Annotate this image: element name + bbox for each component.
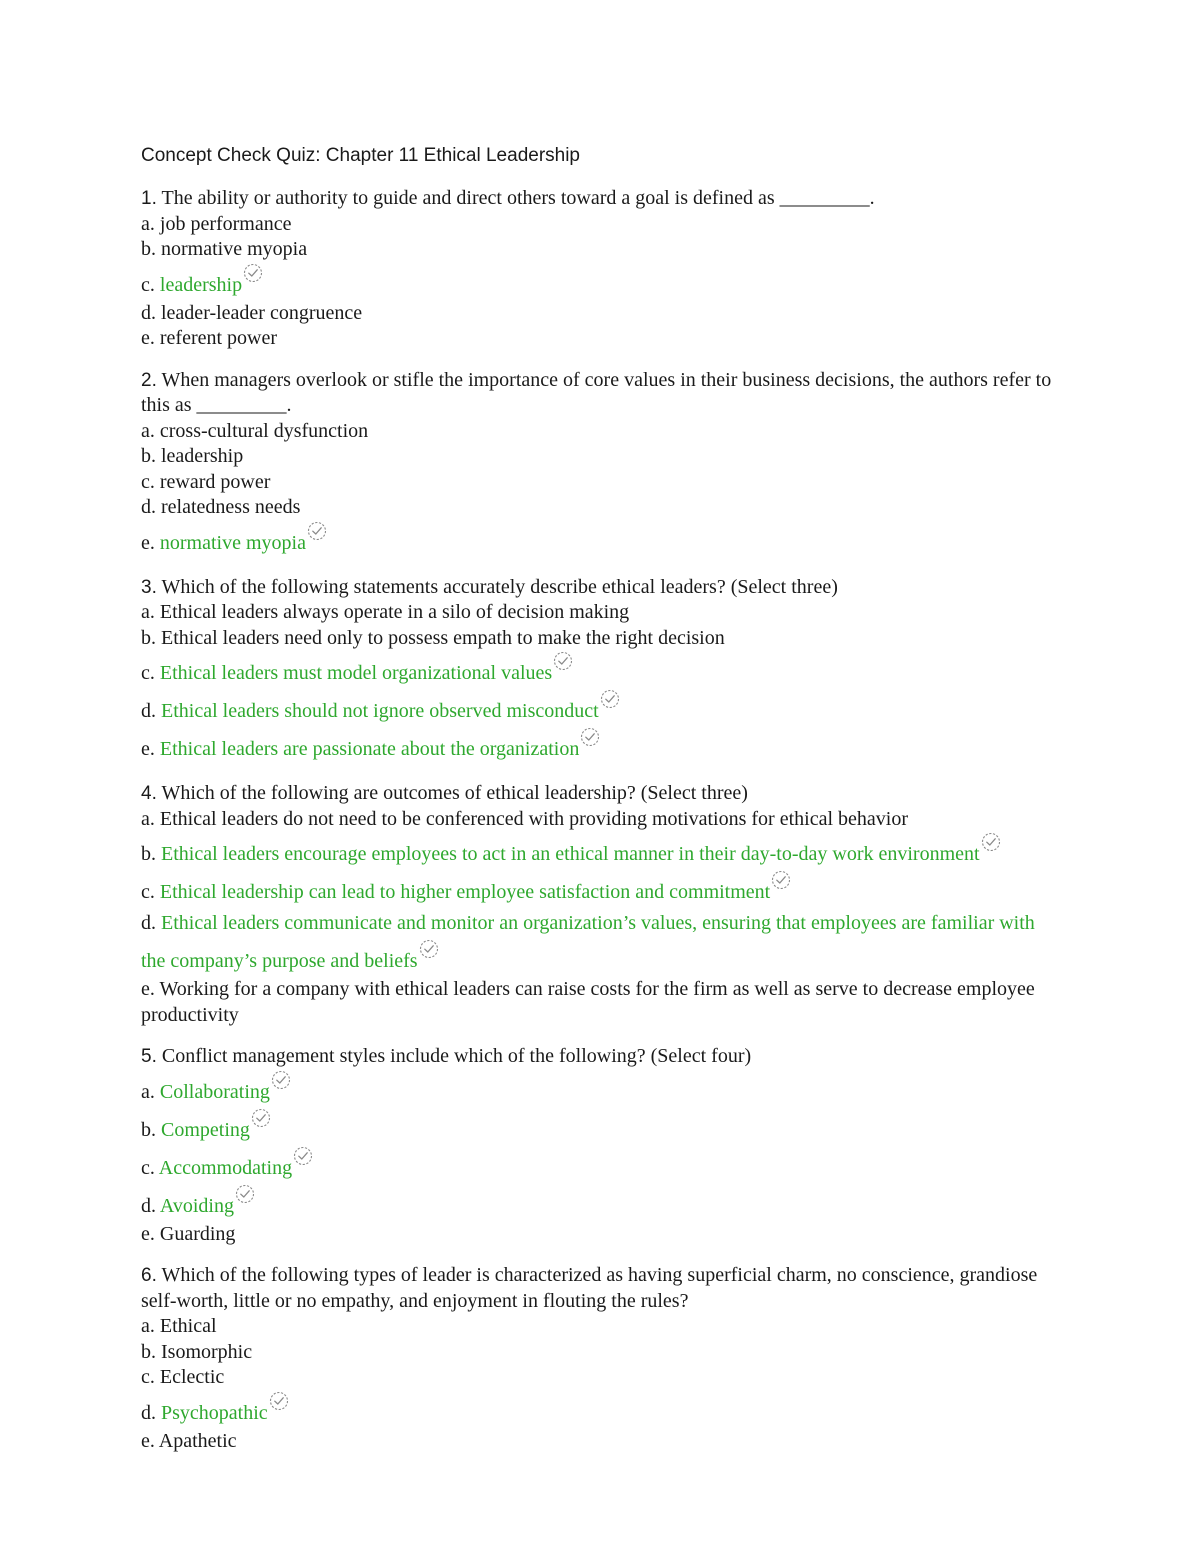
option-letter: c. [141,881,155,903]
option-letter: e. [141,531,155,554]
answer-option [141,807,1061,833]
option-letter: a. [141,1315,155,1337]
question-list [141,186,1061,1454]
answer-option [141,495,1061,521]
option-letter: d. [141,301,156,324]
option-text: Psychopathic [161,1401,268,1424]
option-letter: b. [141,238,156,260]
question-number: 5. [141,1046,157,1067]
question-text [141,368,1061,419]
option-text: Ethical leaders need only to possess empath to make the right decision [161,626,725,649]
answer-option-correct [141,651,1061,689]
option-letter: e. [141,1429,155,1452]
answer-option-correct [141,1184,1061,1222]
option-text: Avoiding [159,1194,234,1217]
option-text: Eclectic [159,1366,225,1388]
answer-option [141,1429,1061,1455]
option-letter: a. [141,601,155,623]
answer-option [141,1365,1061,1391]
option-letter: a. [141,1080,155,1103]
option-letter: b. [141,843,156,865]
page-title: Concept Check Quiz: Chapter 11 Ethical Leadership [141,145,581,166]
check-circle-icon [771,870,791,890]
question-text [141,186,1061,212]
option-letter: a. [141,212,155,235]
answer-option-correct [141,1146,1061,1184]
option-text: Collaborating [159,1080,270,1103]
option-text: normative myopia [161,238,308,260]
option-letter: d. [141,1401,156,1424]
option-text: Ethical leadership can lead to higher employee satisfaction and commitment [159,881,771,903]
option-letter: d. [141,912,156,934]
answer-option [141,1314,1061,1340]
option-letter: e. [141,1222,155,1245]
option-text: Competing [161,1118,250,1141]
check-circle-icon [271,1070,291,1090]
answer-option [141,326,1061,352]
check-circle-icon [981,832,1001,852]
question-5 [141,1044,1061,1247]
question-number: 2. [141,369,157,391]
question-text [141,1263,1061,1314]
question-2 [141,368,1061,559]
question-text [141,1044,1061,1070]
answer-option-correct [141,1391,1061,1429]
quiz-page [141,142,1061,1470]
answer-option [141,977,1061,1028]
answer-option-correct [141,727,1061,765]
option-text: reward power [159,470,271,493]
question-stem: Which of the following statements accurately describe ethical leaders? (Select three) [161,575,838,598]
option-text: Ethical leaders do not need to be conferenced with providing motivations for ethical behavior [159,807,908,830]
option-letter: b. [141,445,156,467]
answer-option [141,212,1061,238]
question-1 [141,186,1061,352]
option-letter: a. [141,807,155,830]
answer-option [141,419,1061,445]
option-letter: c. [141,1366,155,1388]
option-text: relatedness needs [161,496,301,518]
option-letter: b. [141,626,156,649]
question-6 [141,1263,1061,1454]
question-4 [141,781,1061,1028]
check-circle-icon [600,689,620,709]
option-text: Ethical leaders must model organizational values [159,662,553,684]
check-circle-icon [251,1108,271,1128]
question-number: 4. [141,783,157,804]
option-text: Ethical leaders communicate and monitor an organization’s values, ensuring that employees are familiar with the company’s purpose and beliefs [141,912,1035,972]
check-circle-icon [235,1184,255,1204]
question-stem: The ability or authority to guide and direct others toward a goal is defined as _________. [161,187,875,209]
option-text: Working for a company with ethical leaders can raise costs for the firm as well as serve to decrease employee productivity [141,978,1035,1026]
option-letter: a. [141,419,155,442]
check-circle-icon [293,1146,313,1166]
question-stem: When managers overlook or stifle the importance of core values in their business decisions, the authors refer to this as _________. [141,368,1052,416]
answer-option [141,626,1061,652]
question-number: 1. [141,188,157,209]
answer-option [141,301,1061,327]
answer-option [141,470,1061,496]
option-letter: c. [141,1156,155,1179]
check-circle-icon [580,727,600,747]
option-letter: d. [141,700,156,722]
option-letter: b. [141,1340,156,1363]
answer-option-correct [141,1108,1061,1146]
option-letter: c. [141,470,155,493]
option-text: Guarding [159,1222,236,1245]
question-number: 3. [141,576,157,598]
option-text: leadership [159,273,243,296]
option-text: Apathetic [158,1429,237,1452]
answer-option-correct [141,521,1061,559]
question-3 [141,575,1061,766]
option-text: Ethical leaders are passionate about the organization [159,738,580,760]
question-text [141,575,1061,601]
option-text: leader-leader congruence [161,301,363,324]
option-letter: e. [141,978,155,1000]
answer-option-correct [141,832,1061,870]
answer-option-correct [141,689,1061,727]
option-text: Isomorphic [161,1340,253,1363]
question-stem: Which of the following types of leader is characterized as having superficial charm, no conscience, grandiose self-worth, little or no empathy, and enjoyment in flouting the rules? [141,1264,1038,1312]
answer-option-correct [141,870,1061,908]
option-text: referent power [159,327,278,349]
answer-option-correct [141,1070,1061,1108]
answer-option-correct [141,908,1061,977]
question-stem: Which of the following are outcomes of ethical leadership? (Select three) [161,782,748,804]
option-letter: e. [141,327,155,349]
option-letter: c. [141,273,155,296]
answer-option [141,1222,1061,1248]
option-text: Ethical [159,1315,217,1337]
answer-option-correct [141,263,1061,301]
option-text: normative myopia [159,531,306,554]
option-letter: d. [141,496,156,518]
option-letter: d. [141,1194,156,1217]
option-letter: c. [141,662,155,684]
answer-option [141,237,1061,263]
answer-option [141,1340,1061,1366]
question-text [141,781,1061,807]
option-text: job performance [159,212,292,235]
answer-option [141,600,1061,626]
option-text: Ethical leaders encourage employees to act in an ethical manner in their day-to-day work environment [161,843,980,865]
question-stem: Conflict management styles include which of the following? (Select four) [161,1045,752,1067]
check-circle-icon [419,939,439,959]
check-circle-icon [269,1391,289,1411]
option-text: Ethical leaders should not ignore observed misconduct [161,700,599,722]
option-text: leadership [161,445,244,467]
option-letter: b. [141,1118,156,1141]
option-letter: e. [141,738,155,760]
option-text: Ethical leaders always operate in a silo of decision making [159,601,630,623]
question-number: 6. [141,1265,157,1286]
check-circle-icon [553,651,573,671]
check-circle-icon [307,521,327,541]
option-text: cross-cultural dysfunction [159,419,369,442]
option-text: Accommodating [158,1156,293,1179]
answer-option [141,444,1061,470]
check-circle-icon [243,263,263,283]
